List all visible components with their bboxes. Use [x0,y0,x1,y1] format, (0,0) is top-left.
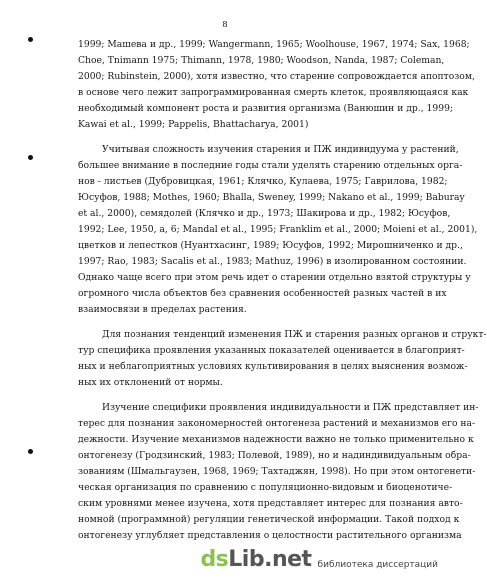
paragraph-3 [78,327,487,391]
text-line: онтогенезу углубляет представления о целостности растительного организма [78,530,462,541]
text-line: ных и неблагоприятных условиях культивирования в целях выяснения возмож- [78,361,468,372]
text-line: Choe, Tnimann 1975; Thimann, 1978, 1980; Woodson, Nanda, 1987; Coleman, [78,55,445,66]
paragraph-4 [78,400,479,544]
dslib-watermark [194,545,444,574]
text-line: 1999; Машева и др., 1999; Wangermann, 1965; Woolhouse, 1967, 1974; Sax, 1968; [78,39,470,50]
margin-dot-mark [28,37,33,42]
text-line: Юсуфов, 1988; Mothes, 1960; Bhalla, Sweney, 1999; Nakano et al., 1999; Baburay [78,192,465,203]
text-line: et al., 2000), семядолей (Клячко и др., 1973; Шакирова и др., 1982; Юсуфов, [78,208,451,219]
text-line: цветков и лепестков (Нуантхасинг, 1989; Юсуфов, 1992; Мирошниченко и др., [78,240,463,251]
text-line: взаимосвязи в пределах растения. [78,304,247,315]
text-line: Для познания тенденций изменения ПЖ и старения разных органов и структ- [102,329,487,340]
text-line: Однако чаще всего при этом речь идет о старении отдельно взятой структуры у [78,272,471,283]
paragraph-2 [78,142,478,318]
watermark-subtitle: библиотека диссертаций [317,559,438,570]
logo-lib: Lib.net [228,547,312,572]
margin-dot-mark [28,155,33,160]
text-line: в основе чего лежит запрограммированная смерть клеток, проявляющаяся как [78,87,469,98]
text-line: тур специфика проявления указанных показателей оценивается в благоприят- [78,345,465,356]
text-line: ческая организация по сравнению с популяционно-видовым и биоценотиче- [78,482,453,493]
text-line: номной (программной) регуляции генетической информации. Такой подход к [78,514,460,525]
text-line: 1997; Rao, 1983; Sacalis et al., 1983; Mathuz, 1996) в изолированном состоянии. [78,256,467,267]
text-line: онтогенезу (Гродзинский, 1983; Полевой, 1989), но и надиндивидуальным обра- [78,450,471,461]
text-line: ским уровнями менее изучена, хотя представляет интерес для познания авто- [78,498,463,509]
paragraph-1 [78,37,475,133]
text-line: ных их отклонений от нормы. [78,377,223,388]
margin-dot-mark [28,449,33,454]
text-line: необходимый компонент роста и развития организма (Ванюшин и др., 1999; [78,103,454,114]
text-line: зованиям (Шмальгаузен, 1968, 1969; Тахтаджян, 1998). Но при этом онтогенети- [78,466,476,477]
body-text [78,37,487,544]
text-line: 1992; Lee, 1950, a, 6; Mandal et al., 1995; Franklim et al., 2000; Moieni et al., 2001), [78,224,478,235]
text-line: Учитывая сложность изучения старения и ПЖ индивидуума у растений, [102,144,459,155]
logo-ds: ds [200,547,229,572]
text-line: огромного числа объектов без сравнения особенностей разных частей в их [78,288,447,299]
text-line: 2000; Rubinstein, 2000), хотя известно, что старение сопровождается апоптозом, [78,71,475,82]
text-line: дежности. Изучение механизмов надежности важно не только применительно к [78,434,474,445]
text-line: Изучение специфики проявления индивидуальности и ПЖ представляет ин- [102,402,479,413]
text-line: терес для познания закономерностей онтогенеза растений и механизмов его на- [78,418,476,429]
text-line: нов - листьев (Дубровицкая, 1961; Клячко, Кулаева, 1975; Гаврилова, 1982; [78,176,448,187]
dslib-logo [200,547,311,572]
text-line: большее внимание в последние годы стали уделять старению отдельных орга- [78,160,463,171]
text-line: Kawai et al., 1999; Pappelis, Bhattacharya, 2001) [78,119,309,130]
page-number: 8 [222,20,228,30]
